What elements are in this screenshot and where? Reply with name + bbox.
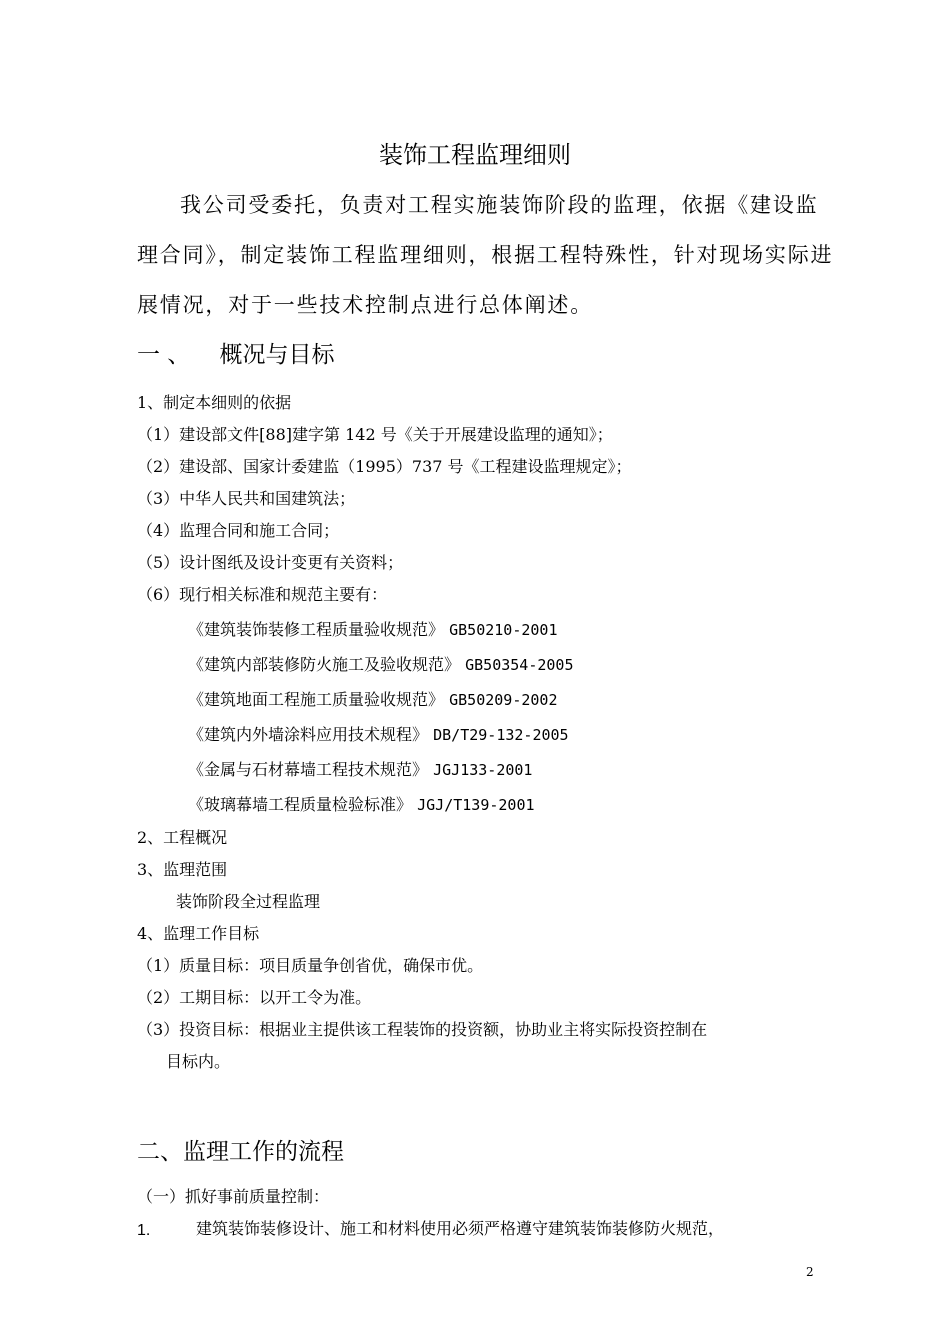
basis-item: （4）监理合同和施工合同； [137,521,340,540]
basis-title: 1、制定本细则的依据 [137,393,292,412]
paragraph-text: 建筑装饰装修设计、施工和材料使用必须严格遵守建筑装饰装修防火规范， [196,1219,725,1238]
basis-item: （6）现行相关标准和规范主要有： [137,585,388,604]
standard-code: GB50209-2002 [449,691,558,709]
basis-item: （5）设计图纸及设计变更有关资料； [137,553,404,572]
page-title: 装饰工程监理细则 [379,141,571,169]
standard-name: 《建筑装饰装修工程质量验收规范》 [188,620,445,639]
standard-name: 《建筑地面工程施工质量验收规范》 [188,690,445,709]
goal-item: （3）投资目标：根据业主提供该工程装饰的投资额，协助业主将实际投资控制在 [137,1020,708,1039]
standard-code: DB/T29-132-2005 [433,726,569,744]
basis-item: （3）中华人民共和国建筑法； [137,489,356,508]
standard-name: 《玻璃幕墙工程质量检验标准》 [188,795,413,814]
scope-title: 3、监理范围 [137,860,228,879]
standard-item [188,795,535,814]
standard-item [188,655,573,674]
basis-item: （1）建设部文件[88]建字第 142 号《关于开展建设监理的通知》； [137,425,613,444]
standard-code: GB50210-2001 [449,621,558,639]
standard-code: JGJ133-2001 [433,761,533,779]
standard-item [188,760,532,779]
basis-item: （2）建设部、国家计委建监（1995）737 号《工程建设监理规定》； [137,457,632,476]
goal-item: （2）工期目标：以开工令为准。 [137,988,372,1007]
subsection-title: （一）抓好事前质量控制： [137,1187,330,1206]
scope-text: 装饰阶段全过程监理 [176,892,321,911]
intro-line-1: 我公司受委托，负责对工程实施装饰阶段的监理，依据《建设监 [180,193,819,217]
standard-item [188,620,557,639]
goal-item: （1）质量目标：项目质量争创省优，确保市优。 [137,956,484,975]
standard-item [188,690,557,709]
section-1-heading: 一 、 概况与目标 [137,342,335,368]
standard-code: JGJ/T139-2001 [417,796,535,814]
intro-line-2: 理合同》，制定装饰工程监理细则，根据工程特殊性，针对现场实际进 [137,243,834,267]
intro-line-3: 展情况，对于一些技术控制点进行总体阐述。 [137,293,593,317]
paragraph-number: 1. [137,1222,151,1239]
goals-title: 4、监理工作目标 [137,924,260,943]
goal-item-continuation: 目标内。 [166,1052,231,1071]
standard-name: 《金属与石材幕墙工程技术规范》 [188,760,429,779]
standard-code: GB50354-2005 [465,656,574,674]
page-number: 2 [806,1265,814,1279]
section-2-heading: 二、监理工作的流程 [137,1139,344,1165]
standard-item [188,725,569,744]
standard-name: 《建筑内部装修防火施工及验收规范》 [188,655,461,674]
overview-title: 2、工程概况 [137,828,228,847]
standard-name: 《建筑内外墙涂料应用技术规程》 [188,725,429,744]
